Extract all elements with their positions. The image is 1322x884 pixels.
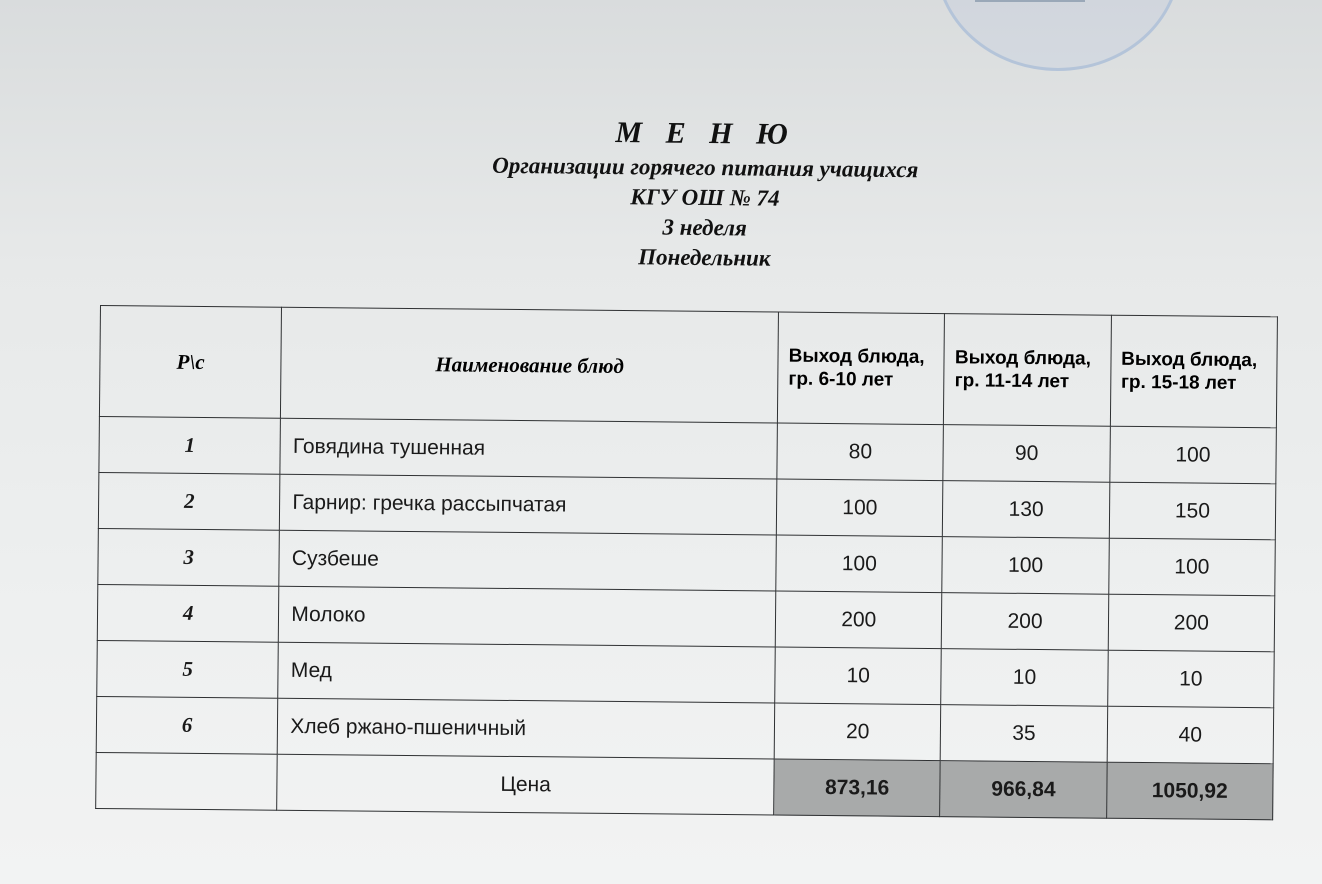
header-row-number: Р\с [99,306,281,419]
dish-name: Гарнир: гречка рассыпчатая [280,474,777,535]
price-blank-cell [96,752,278,810]
portion-6-10: 100 [776,479,943,537]
row-number: 6 [96,696,278,754]
price-15-18: 1050,92 [1106,762,1273,820]
table-header-row [99,306,1277,428]
portion-6-10: 20 [774,703,941,761]
dish-name: Молоко [279,586,776,647]
portion-6-10: 200 [775,591,942,649]
dish-name: Сузбеше [279,530,776,591]
portion-15-18: 10 [1107,650,1274,708]
portion-15-18: 100 [1108,538,1275,596]
portion-11-14: 200 [942,593,1109,651]
portion-15-18: 40 [1107,706,1274,764]
menu-title: М Е Н Ю [615,116,796,151]
portion-11-14: 130 [943,481,1110,539]
menu-heading [354,111,1056,276]
row-number: 1 [99,416,281,474]
stamp-seal [935,0,1181,71]
price-6-10: 873,16 [774,759,941,817]
portion-11-14: 100 [942,537,1109,595]
price-11-14: 966,84 [940,761,1107,819]
header-dish-name: Наименование блюд [281,307,779,423]
portion-15-18: 150 [1109,482,1276,540]
dish-name: Говядина тушенная [280,418,777,479]
menu-subtitle: Организации горячего питания учащихся [492,152,919,183]
header-portion-6-10: Выход блюда, гр. 6-10 лет [778,312,945,425]
portion-6-10: 10 [775,647,942,705]
portion-6-10: 80 [777,423,944,481]
portion-11-14: 90 [943,425,1110,483]
dish-name: Хлеб ржано-пшеничный [277,698,774,759]
signature-line [975,0,1085,2]
dish-name: Мед [278,642,775,703]
price-label: Цена [277,754,774,815]
week-label: 3 неделя [662,214,747,241]
header-portion-15-18: Выход блюда, гр. 15-18 лет [1110,315,1277,428]
portion-6-10: 100 [776,535,943,593]
price-row [96,752,1273,819]
header-portion-11-14: Выход блюда, гр. 11-14 лет [944,314,1111,427]
portion-11-14: 10 [941,649,1108,707]
row-number: 5 [97,640,279,698]
portion-11-14: 35 [941,705,1108,763]
day-label: Понедельник [638,244,771,271]
row-number: 2 [98,472,280,530]
row-number: 4 [97,584,279,642]
row-number: 3 [98,528,280,586]
portion-15-18: 200 [1108,594,1275,652]
menu-table [95,305,1278,820]
portion-15-18: 100 [1110,426,1277,484]
school-name: КГУ ОШ № 74 [630,184,780,211]
